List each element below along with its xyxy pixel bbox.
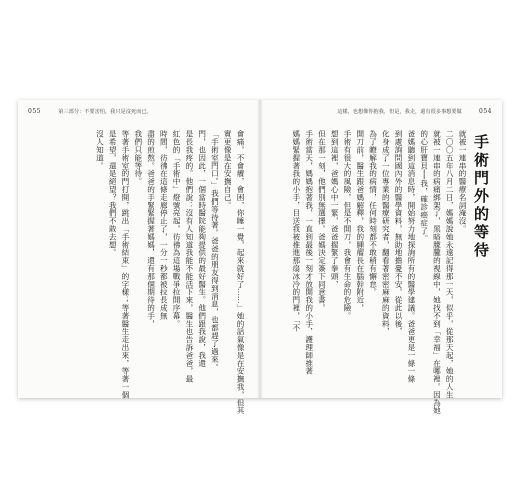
book-spread: [18, 100, 502, 415]
right-page: [260, 100, 502, 415]
right-page-number: 054: [479, 108, 492, 115]
text-column: 的心肝寶貝──我，確診癌症了。: [419, 130, 429, 243]
text-column: 媽媽緊握著我的小手，目送我被推進那扇冰冷的門裡，「不: [291, 130, 301, 332]
left-page-number: 055: [28, 108, 41, 115]
text-column: 二〇〇五年八月二日，媽媽說她永遠記得那一天，似乎，從那天起，她的人生: [445, 130, 455, 399]
left-page-header: [28, 108, 152, 115]
text-column: 但在那一刻，他們別無選擇。爸媽決定簽下同意書。: [317, 130, 327, 312]
chapter-title: 手術門外的等待: [472, 134, 490, 260]
text-column: 開刀前，醫生跟爸媽解釋，我的腫瘤長在腦幹附近，: [355, 130, 365, 312]
text-column: 沒人知道。: [95, 130, 105, 170]
text-column: 是長我疼的。他們說：沒有人知道我能不能活下來，醫生也告訴爸爸，最: [184, 130, 194, 383]
text-column: 就被一連串的病痛綁架了，黑暗朦朧的視線中，她找不到「幸福」在哪裡。因為她: [432, 130, 442, 415]
text-column: 化身成了一位專業的醫療研究者，翻看著密密麻麻的資料，: [381, 130, 391, 336]
text-column: 實更像是在安撫自己。: [223, 130, 233, 209]
text-column: 會痛，不會癢，會困，你睡一覺，起來就好了……」她的話氣像是在安撫我，但其: [236, 130, 245, 415]
text-column: 手術有很大的風險，但是不開刀，我會有生命的危險。: [342, 130, 352, 320]
right-page-running-head: 這樣，也想像你抱我，但是，我走，還有很多事想要做: [337, 109, 462, 115]
text-column: 門，也因此，一個當時醫院能夠提供的最好醫生。他們跟我說，我還: [197, 130, 207, 367]
text-column: 時間，彷彿在這條走廊停止了，一分一秒都被拉長成無: [159, 130, 169, 320]
text-column: 想到這裡，爸媽心中一緊，爸爸握緊了拳頭，: [330, 130, 340, 288]
text-column: 手術當天，媽媽抱著我，一直到最後一刻才放開我的小手，護理師推著: [304, 130, 314, 375]
right-page-body: [291, 130, 467, 415]
text-column: 紅色的「手術中」燈號亮起，彷彿為這場戰爭拉開序幕。: [172, 130, 182, 328]
left-page-body: [95, 130, 245, 415]
text-column: 就被一連串的醫療名詞淹沒。: [458, 130, 467, 233]
text-column: 「手術室門口。」我們等待著。爸爸的朋友得到消息，也都趕了過來。: [210, 130, 220, 372]
text-column: 到處詢問國內外的醫學資料，無助地擔憂不安，從此以後，: [394, 130, 404, 336]
text-column: 是希望，還是絕望？我們不敢去想。: [108, 130, 118, 257]
text-column: 等著手術室的門打開，跳出「手術結束」的字樣；等著醫生走出來，等著一個: [120, 130, 130, 399]
text-column: 盡的煎熬。爸爸的手緊緊握著媽媽，還有那個期待的手，: [146, 130, 156, 328]
left-page: [18, 100, 260, 415]
text-column: 我們只能等待。: [133, 130, 143, 186]
text-column: 爸媽聽到這消息時，開始努力地探詢所有的醫學建議。爸爸更是一條一條: [406, 130, 416, 383]
left-page-running-head: 第三部分：不要害怕，我只是沒死而已。: [58, 109, 152, 115]
chapter-title-wrap: [471, 134, 492, 260]
right-page-header: [337, 108, 492, 115]
text-column: 為了瞭解我的病情，任何時刻都不敢稍有懈怠。: [368, 130, 378, 296]
